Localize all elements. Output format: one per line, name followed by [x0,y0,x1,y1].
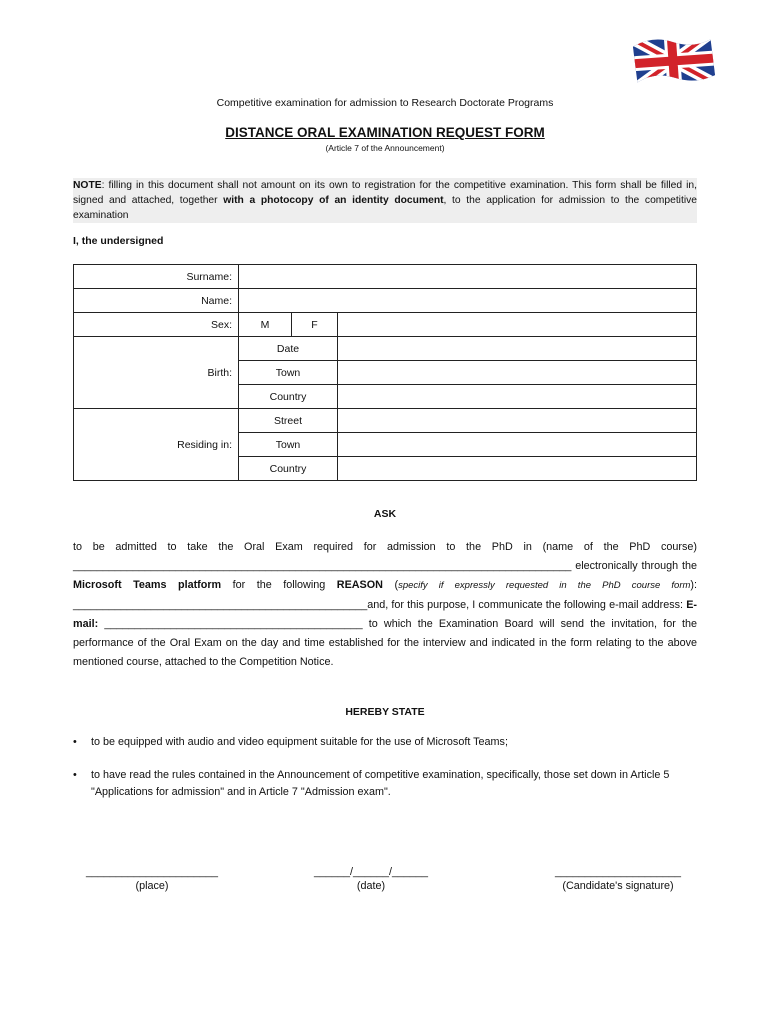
note-text-1: : filling in this document shall not amount on its own to registration for the competitive examination. This form shall be filled in, signed and attached, together [73,180,697,206]
teams-platform-text: Microsoft Teams platform [73,579,222,592]
residing-country-label: Country [239,457,338,481]
place-line[interactable]: ______________________ [85,866,219,878]
ask-text-2: for the following [221,579,337,592]
note-bold: with a photocopy of an identity document [223,195,444,206]
statement-text-2: to have read the rules contained in the Announcement of competitive examination, specifically, those set down in Article 5 "Applications for admission" and in Article 7 "Admission exam". [91,769,670,798]
reason-text: REASON [336,579,383,592]
date-signature-block [300,866,442,892]
form-title: DISTANCE ORAL EXAMINATION REQUEST FORM [225,125,545,140]
hereby-state-heading: HEREBY STATE [345,706,425,718]
residing-street-field[interactable] [338,409,697,433]
residing-country-field[interactable] [338,457,697,481]
uk-flag-icon [630,34,716,88]
name-label: Name: [74,289,239,313]
ask-heading: ASK [373,508,397,520]
ask-paragraph [73,538,697,672]
statement-item [73,734,697,751]
residing-town-label: Town [239,433,338,457]
note-text-2: , to the application for admission to the competitive examination [73,195,697,221]
place-caption: (place) [135,880,169,892]
surname-field[interactable] [239,265,697,289]
sex-empty-cell [338,313,697,337]
sex-m-option[interactable]: M [239,313,292,337]
residing-street-label: Street [239,409,338,433]
statement-item [73,767,697,801]
bullet-icon: • [73,769,77,781]
name-field[interactable] [239,289,697,313]
birth-label: Birth: [74,337,239,409]
ask-text-1: to be admitted to take the Oral Exam required for admission to the PhD in (name of the PhD course) ___________________________________________________________________________________ electronically through the [73,541,697,573]
article-reference: (Article 7 of the Announcement) [325,143,445,153]
undersigned-label: I, the undersigned [73,235,164,247]
personal-data-table [73,264,697,481]
birth-date-field[interactable] [338,337,697,361]
residing-label: Residing in: [74,409,239,481]
ask-text-4: ): _________________________________________________and, for this purpose, I communicate the following e-mail address: [73,579,698,611]
note-label: NOTE [73,180,102,191]
date-caption: (date) [356,880,386,892]
surname-label: Surname: [74,265,239,289]
email-label: E-mail: [73,598,697,630]
statement-text-1: to be equipped with audio and video equipment suitable for the use of Microsoft Teams; [91,736,508,748]
date-line[interactable]: ______/______/______ [313,866,429,878]
ask-text-5: ___________________________________________ to which the Examination Board will send the invitation, for the performance of the Oral Exam on the day and time established for the interview and indicated in the form relating to the above mentioned course, attached to the Competition Notice. [73,617,697,669]
residing-town-field[interactable] [338,433,697,457]
exam-subtitle: Competitive examination for admission to Research Doctorate Programs [216,97,554,109]
reason-hint: specify if expressly requested in the PhD course form [398,580,691,592]
sex-f-option[interactable]: F [292,313,338,337]
birth-town-field[interactable] [338,361,697,385]
birth-date-label: Date [239,337,338,361]
signature-caption: (Candidate's signature) [562,880,674,892]
ask-text-3: ( [382,579,399,592]
birth-town-label: Town [239,361,338,385]
candidate-signature-block [538,866,698,892]
note-box [73,178,697,223]
bullet-icon: • [73,736,77,748]
birth-country-field[interactable] [338,385,697,409]
signature-line[interactable]: _____________________ [554,866,682,878]
place-signature-block [72,866,232,892]
sex-label: Sex: [74,313,239,337]
birth-country-label: Country [239,385,338,409]
